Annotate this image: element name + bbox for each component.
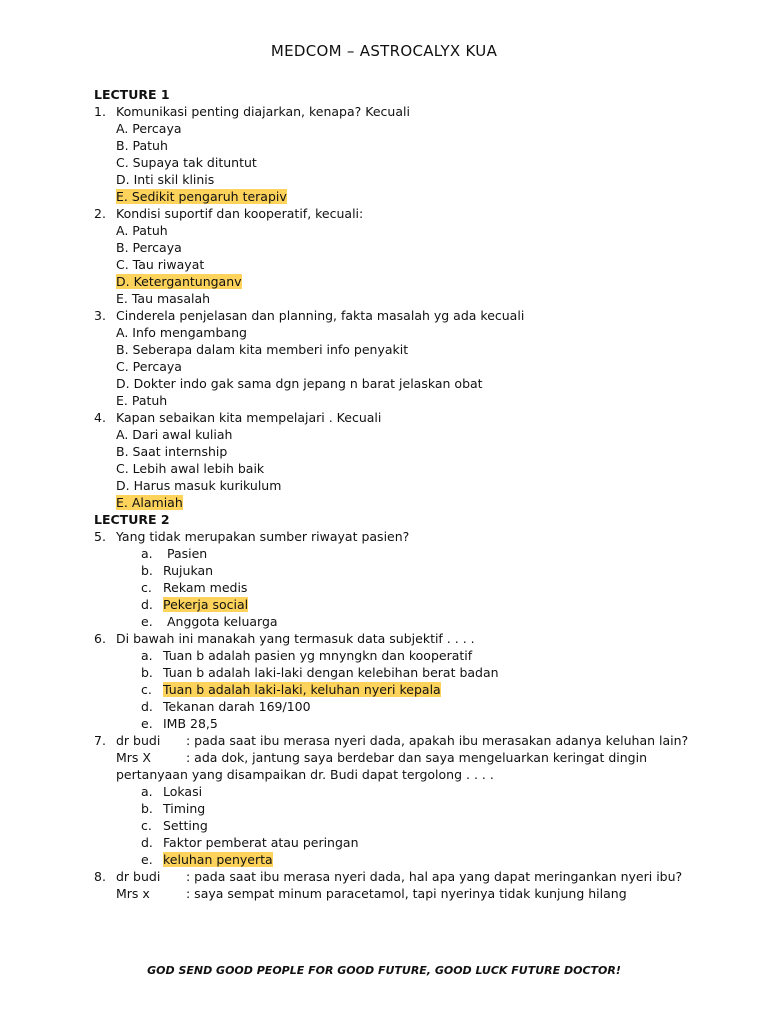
option: A. Info mengambang	[116, 325, 247, 340]
option: a. Pasien	[141, 546, 208, 561]
question-text: Komunikasi penting diajarkan, kenapa? Kecuali	[116, 104, 410, 119]
question-number: 8.	[94, 869, 106, 884]
option: B. Saat internship	[116, 444, 228, 459]
option-answer	[94, 188, 714, 205]
question-number: 6.	[94, 631, 106, 646]
option: E. Tau masalah	[116, 291, 211, 306]
dialogue-line	[94, 749, 714, 766]
answer-highlight: E. Alamiah	[116, 495, 183, 510]
question-number: 2.	[94, 206, 106, 221]
option: e. IMB 28,5	[141, 716, 218, 731]
option: E. Patuh	[116, 393, 168, 408]
question-text: Kapan sebaikan kita mempelajari . Kecuali	[116, 410, 382, 425]
option: C. Lebih awal lebih baik	[116, 461, 265, 476]
question-number: 3.	[94, 308, 106, 323]
option: e. Anggota keluarga	[141, 614, 278, 629]
utterance: : saya sempat minum paracetamol, tapi nyerinya tidak kunjung hilang	[186, 886, 627, 901]
option-answer: c. Tuan b adalah laki-laki, keluhan nyeri kepala	[141, 682, 441, 697]
speaker-name: dr budi	[116, 869, 161, 884]
dialogue-line	[94, 885, 714, 902]
utterance: : ada dok, jantung saya berdebar dan saya mengeluarkan keringat dingin	[186, 750, 647, 765]
question-list	[94, 86, 714, 902]
option: C. Percaya	[116, 359, 182, 374]
question-5	[94, 528, 714, 545]
answer-highlight: Tuan b adalah laki-laki, keluhan nyeri kepala	[163, 682, 441, 697]
answer-highlight: Pekerja social	[163, 597, 249, 612]
option: B. Seberapa dalam kita memberi info penyakit	[116, 342, 409, 357]
question-text: pertanyaan yang disampaikan dr. Budi dapat tergolong . . . .	[116, 767, 494, 782]
lecture-2-heading: LECTURE 2	[94, 512, 170, 527]
option: b. Tuan b adalah laki-laki dengan kelebihan berat badan	[141, 665, 499, 680]
question-text: Yang tidak merupakan sumber riwayat pasien?	[116, 529, 410, 544]
question-1	[94, 103, 714, 120]
question-3	[94, 307, 714, 324]
answer-highlight: keluhan penyerta	[163, 852, 273, 867]
option: B. Percaya	[116, 240, 182, 255]
answer-highlight: D. Ketergantunganv	[116, 274, 242, 289]
question-number: 1.	[94, 104, 106, 119]
question-4	[94, 409, 714, 426]
utterance: : pada saat ibu merasa nyeri dada, hal apa yang dapat meringankan nyeri ibu?	[186, 869, 683, 884]
option: A. Dari awal kuliah	[116, 427, 233, 442]
question-number: 7.	[94, 733, 106, 748]
speaker-name: dr budi	[116, 733, 161, 748]
option: d. Tekanan darah 169/100	[141, 699, 311, 714]
option: D. Inti skil klinis	[116, 172, 215, 187]
question-number: 5.	[94, 529, 106, 544]
option: c. Setting	[141, 818, 208, 833]
option: A. Percaya	[116, 121, 182, 136]
question-text: Di bawah ini manakah yang termasuk data subjektif . . . .	[116, 631, 475, 646]
option: C. Tau riwayat	[116, 257, 205, 272]
option: c. Rekam medis	[141, 580, 248, 595]
option: a. Lokasi	[141, 784, 203, 799]
lecture-1-heading: LECTURE 1	[94, 87, 170, 102]
question-2	[94, 205, 714, 222]
option: d. Faktor pemberat atau peringan	[141, 835, 359, 850]
document-title: MEDCOM – ASTROCALYX KUA	[270, 42, 498, 60]
option: b. Timing	[141, 801, 206, 816]
question-8	[94, 868, 714, 885]
option: D. Harus masuk kurikulum	[116, 478, 282, 493]
speaker-name: Mrs x	[116, 886, 150, 901]
question-7	[94, 732, 714, 749]
footer-slogan: GOD SEND GOOD PEOPLE FOR GOOD FUTURE, GOOD LUCK FUTURE DOCTOR!	[147, 964, 621, 977]
option: b. Rujukan	[141, 563, 214, 578]
option-answer	[94, 273, 714, 290]
option-answer	[94, 494, 714, 511]
question-text: Kondisi suportif dan kooperatif, kecuali:	[116, 206, 364, 221]
option: D. Dokter indo gak sama dgn jepang n barat jelaskan obat	[116, 376, 483, 391]
question-number: 4.	[94, 410, 106, 425]
question-text: Cinderela penjelasan dan planning, fakta masalah yg ada kecuali	[116, 308, 525, 323]
utterance: : pada saat ibu merasa nyeri dada, apakah ibu merasakan adanya keluhan lain?	[186, 733, 689, 748]
option: A. Patuh	[116, 223, 168, 238]
answer-highlight: E. Sedikit pengaruh terapiv	[116, 189, 287, 204]
option-answer: e. keluhan penyerta	[141, 852, 273, 867]
question-6	[94, 630, 714, 647]
speaker-name: Mrs X	[116, 750, 151, 765]
option: B. Patuh	[116, 138, 168, 153]
option: a. Tuan b adalah pasien yg mnyngkn dan kooperatif	[141, 648, 473, 663]
option-answer: d. Pekerja social	[141, 597, 249, 612]
option: C. Supaya tak dituntut	[116, 155, 257, 170]
